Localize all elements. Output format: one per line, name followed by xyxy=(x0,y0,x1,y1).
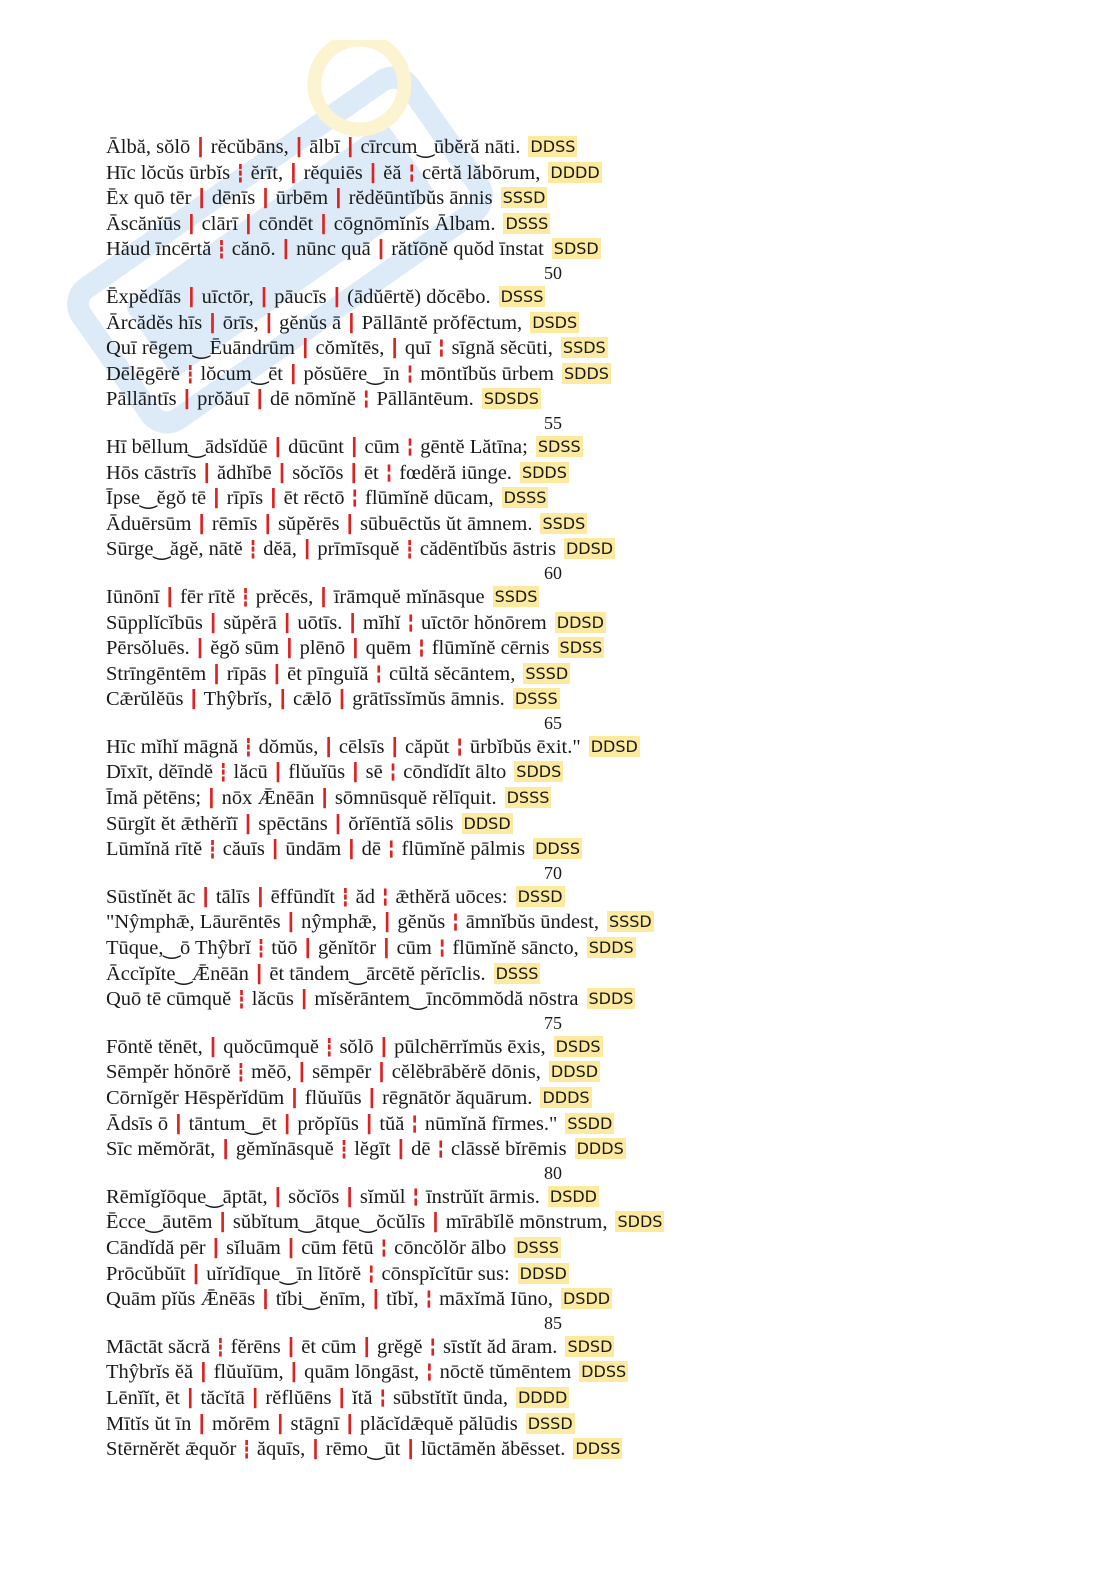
verse-text: Hōs cāstrīs ┃ ădhĭbē ┃ sŏcĭōs ┃ ēt ╏ fœdĕră iūnge. xyxy=(106,461,512,484)
verse-text: Hīc lŏcŭs ūrbĭs ┇ ĕrīt, ┃ rĕquiēs ┃ ĕă ╏ cērtă lăbōrum, xyxy=(106,161,541,184)
scansion-badge: DSSS xyxy=(503,488,547,508)
scansion-badge: DSSS xyxy=(505,213,549,233)
scansion-badge: DDSD xyxy=(463,813,511,833)
verse-line xyxy=(106,686,1006,712)
verse-line xyxy=(106,759,1006,785)
verse-text: Cōrnĭgĕr Hēspĕrĭdūm ┃ flŭuĭūs ┃ rēgnātŏr ăquārum. xyxy=(106,1087,533,1109)
scansion-badge: SDSD xyxy=(567,1336,613,1356)
scansion-badge: DDSD xyxy=(590,736,638,756)
verse-line xyxy=(106,961,1006,987)
verse-text: Stērnĕrĕt ǣquŏr ┇ ăquīs, ┃ rēmo‿ūt ┃ lūctāmĕn ăbēsset. xyxy=(106,1438,566,1461)
verse-line xyxy=(106,610,1006,636)
scansion-badge: SDDS xyxy=(588,938,634,958)
verse-text: Sīc mĕmŏrāt, ┃ gĕmĭnāsquĕ ┇ lĕgīt ┃ dē ╏ clāssĕ bĭrēmis xyxy=(106,1138,567,1161)
scansion-badge: DSSS xyxy=(495,963,539,983)
verse-text: Ālbă, sŏlō ┃ rĕcŭbāns, ┃ ālbī ┃ cīrcum‿ūbĕră nāti. xyxy=(106,136,521,158)
scansion-badge: SSDS xyxy=(494,586,538,606)
verse-line xyxy=(106,811,1006,837)
verse-line xyxy=(106,635,1006,661)
scansion-badge: DSSD xyxy=(527,1413,573,1433)
scansion-badge: DSDD xyxy=(562,1289,611,1309)
verse-line xyxy=(106,1334,1006,1360)
scansion-badge: DSDS xyxy=(532,312,578,332)
verse-line xyxy=(106,434,1006,460)
verse-text: Fōntĕ tĕnēt, ┃ quŏcūmquĕ ┇ sŏlō ┃ pūlchērrĭmŭs ēxis, xyxy=(106,1035,546,1058)
verse-text: Cǣrŭlĕūs ┃ Thŷbrĭs, ┃ cǣlō ┃ grātīssĭmŭs āmnis. xyxy=(106,688,505,711)
verse-line xyxy=(106,1085,1006,1111)
verse-line xyxy=(106,1261,1006,1287)
verse-line xyxy=(106,460,1006,486)
verse-line xyxy=(106,1136,1006,1162)
verse-text: Sūpplĭcĭbūs ┃ sŭpĕrā ┃ uōtīs. ┃ mĭhĭ ╏ uīctōr hŏnōrem xyxy=(106,611,547,634)
verse-line xyxy=(106,836,1006,862)
scansion-badge: DSSS xyxy=(506,788,550,808)
scansion-badge: SDDS xyxy=(617,1212,663,1232)
verse-text: Sēmpĕr hŏnōrĕ ┇ mĕō, ┃ sēmpēr ┃ cĕlĕbrābĕrĕ dōnis, xyxy=(106,1061,541,1084)
scansion-badge: SSSD xyxy=(502,188,546,208)
verse-line xyxy=(106,1286,1006,1312)
scansion-badge: DDDS xyxy=(542,1088,590,1107)
verse-list xyxy=(106,134,1006,1462)
verse-text: Prōcŭbŭīt ┃ uĭrĭdīque‿īn lītŏrĕ ╏ cōnspĭcĭtūr sus: xyxy=(106,1262,510,1285)
verse-line xyxy=(106,909,1006,935)
scansion-badge: SDSD xyxy=(553,239,599,259)
scansion-badge: DSSS xyxy=(500,286,544,306)
verse-line xyxy=(106,1436,1006,1462)
verse-line xyxy=(106,284,1006,310)
verse-line xyxy=(106,134,1006,160)
verse-line xyxy=(106,361,1006,387)
line-number: 65 xyxy=(544,712,562,733)
verse-text: Āduērsūm ┃ rēmīs ┃ sŭpĕrēs ┃ sūbuēctŭs ŭt āmnem. xyxy=(106,512,533,535)
verse-line xyxy=(106,386,1006,412)
verse-text: Dīxīt, dĕīndĕ ┇ lăcū ┃ flŭuĭūs ┃ sē ╏ cōndĭdĭt ālto xyxy=(106,761,507,784)
verse-text: Īmă pĕtēns; ┃ nōx Ǣnēān ┃ sōmnūsquĕ rĕlīquit. xyxy=(106,787,497,810)
verse-line xyxy=(106,1111,1006,1137)
verse-text: Strīngēntēm ┃ rīpās ┃ ēt pīnguĭă ╏ cūltă sĕcāntem, xyxy=(106,662,516,685)
verse-line xyxy=(106,1385,1006,1411)
verse-line xyxy=(106,785,1006,811)
verse-line xyxy=(106,1359,1006,1385)
verse-text: Sūrge‿ăgĕ, nātĕ ┇ dĕā, ┃ prīmīsquĕ ┇ cădēntĭbŭs āstris xyxy=(106,538,556,561)
verse-line xyxy=(106,485,1006,511)
line-number: 55 xyxy=(544,412,562,433)
verse-text: Āccĭpĭte‿Ǣnēān ┃ ēt tāndem‿ārcētĕ pĕrīclis. xyxy=(106,962,486,985)
scansion-badge: DSSS xyxy=(514,689,558,709)
verse-text: Sūstĭnĕt āc ┃ tālīs ┃ ēffūndĭt ┇ ăd ╏ ǣthĕră uōces: xyxy=(106,885,508,908)
verse-line xyxy=(106,511,1006,537)
verse-text: Ēxpĕdĭās ┃ uīctōr, ┃ pāucīs ┃ (ādŭērtĕ) dŏcēbo. xyxy=(106,285,491,308)
verse-line xyxy=(106,661,1006,687)
verse-text: Pāllāntīs ┃ prŏăuī ┃ dē nōmĭnĕ ╏ Pāllāntēum. xyxy=(106,388,474,411)
scansion-badge: SDDS xyxy=(516,762,562,782)
scansion-badge: DDSS xyxy=(530,137,576,156)
verse-line xyxy=(106,536,1006,562)
verse-text: Quī rēgem‿Ēuāndrūm ┃ cŏmĭtēs, ┃ quī ╏ sīgnă sĕcūti, xyxy=(106,337,553,360)
line-number: 70 xyxy=(544,862,562,883)
verse-line xyxy=(106,1184,1006,1210)
verse-text: Lūmĭnă rītĕ ┇ căuīs ┃ ūndām ┃ dē ╏ flūmĭnĕ pālmis xyxy=(106,838,526,861)
verse-line xyxy=(106,1235,1006,1261)
verse-text: Tūque,‿ō Thŷbrĭ ┇ tŭō ┃ gĕnĭtōr ┃ cūm ╏ flūmĭnĕ sāncto, xyxy=(106,937,579,960)
verse-text: Āscănĭūs ┃ clārī ┃ cōndēt ┃ cōgnōmĭnĭs Ālbam. xyxy=(106,212,496,235)
scansion-badge: SSDS xyxy=(562,338,606,358)
verse-line xyxy=(106,211,1006,237)
line-number: 85 xyxy=(544,1312,562,1333)
verse-line xyxy=(106,185,1006,211)
verse-line xyxy=(106,335,1006,361)
verse-line xyxy=(106,310,1006,336)
scansion-badge: SSDS xyxy=(542,513,586,533)
scansion-badge: DSDD xyxy=(549,1186,597,1206)
verse-line xyxy=(106,884,1006,910)
scansion-badge: DSDS xyxy=(555,1036,601,1056)
scansion-badge: SDSDS xyxy=(483,389,539,409)
verse-text: Iūnōnī ┃ fēr rītĕ ┇ prĕcēs, ┃ īrāmquĕ mĭnāsque xyxy=(106,585,485,608)
scansion-badge: SDSS xyxy=(559,638,603,658)
verse-text: Cāndĭdă pēr ┃ sĭluām ┃ cūm fētū ╏ cōncŏlŏr ālbo xyxy=(106,1236,507,1259)
verse-text: Hī bēllum‿ādsĭdŭē ┃ dūcūnt ┃ cūm ╏ gēntĕ Lătīna; xyxy=(106,435,528,458)
verse-text: Sūrgĭt ĕt ǣthĕrĭī ┃ spēctāns ┃ ŏrĭēntĭă sōlis xyxy=(106,812,454,835)
verse-text: Ārcădĕs hīs ┃ ōrīs, ┃ gĕnŭs ā ┃ Pāllāntĕ prŏfēctum, xyxy=(106,311,523,334)
scansion-badge: SSSD xyxy=(608,912,652,932)
verse-text: Quām pĭŭs Ǣnēās ┃ tĭbi‿ĕnīm, ┃ tĭbĭ, ╏ māxĭmă Iūno, xyxy=(106,1288,553,1311)
verse-text: "Nŷmphǣ, Lāurēntēs ┃ nŷmphǣ, ┃ gĕnŭs ╏ āmnĭbŭs ūndest, xyxy=(106,911,599,934)
verse-text: Īpse‿ĕgŏ tē ┃ rīpīs ┃ ēt rēctō ╏ flūmĭnĕ dūcam, xyxy=(106,487,494,510)
verse-line xyxy=(106,734,1006,760)
scansion-badge: SSSD xyxy=(525,663,569,683)
line-number: 60 xyxy=(544,562,562,583)
scansion-badge: DDSD xyxy=(556,612,604,632)
verse-line xyxy=(106,236,1006,262)
scansion-badge: DDDS xyxy=(576,1139,624,1159)
verse-text: Lēnĭĭt, ēt ┃ tăcĭtā ┃ rĕflŭēns ┃ ĭtă ╏ sūbstĭtĭt ūnda, xyxy=(106,1386,508,1409)
line-number: 75 xyxy=(544,1012,562,1033)
verse-text: Ēcce‿āutēm ┃ sŭbĭtum‿ātque‿ŏcŭlīs ┃ mīrābĭlĕ mōnstrum, xyxy=(106,1211,608,1234)
verse-line xyxy=(106,1411,1006,1437)
verse-text: Pērsŏluēs. ┃ ĕgŏ sūm ┃ plēnō ┃ quēm ╏ flūmĭnĕ cērnis xyxy=(106,637,550,660)
verse-text: Quō tē cūmquĕ ┇ lăcūs ┃ mĭsĕrāntem‿īncōmmŏdă nōstra xyxy=(106,988,579,1011)
scansion-badge: SDDS xyxy=(521,462,567,482)
verse-text: Ēx quō tēr ┃ dēnīs ┃ ūrbēm ┃ rĕdĕūntĭbŭs ānnis xyxy=(106,187,493,210)
verse-text: Mītĭs ŭt īn ┃ mŏrēm ┃ stāgnī ┃ plăcĭdǣquĕ pălūdis xyxy=(106,1412,518,1435)
scansion-badge: SSDD xyxy=(567,1113,613,1133)
verse-line xyxy=(106,1209,1006,1235)
verse-text: Māctāt săcră ┇ fĕrēns ┃ ēt cūm ┃ grĕgĕ ╏ sīstĭt ăd āram. xyxy=(106,1335,558,1358)
line-number: 50 xyxy=(544,262,562,283)
verse-line xyxy=(106,935,1006,961)
scansion-badge: DDSS xyxy=(535,839,581,859)
scansion-badge: DDDD xyxy=(550,162,600,182)
scansion-badge: DDSS xyxy=(581,1362,627,1382)
verse-line xyxy=(106,584,1006,610)
verse-line xyxy=(106,160,1006,186)
scansion-badge: DDDD xyxy=(517,1387,568,1407)
verse-text: Dēlēgērĕ ┇ lŏcum‿ēt ┃ pŏsŭēre‿īn ╏ mōntĭbŭs ūrbem xyxy=(106,362,554,385)
verse-text: Thŷbrĭs ĕă ┃ flŭuĭūm, ┃ quām lōngāst, ╏ nōctĕ tŭmēntem xyxy=(106,1361,572,1384)
verse-line xyxy=(106,1059,1006,1085)
scansion-badge: DDSD xyxy=(519,1263,567,1283)
line-number: 80 xyxy=(544,1162,562,1183)
scansion-badge: SDDS xyxy=(588,989,634,1009)
scansion-badge: DSSS xyxy=(516,1237,560,1257)
scansion-badge: DDSS xyxy=(575,1439,621,1459)
verse-text: Ādsīs ō ┃ tāntum‿ēt ┃ prŏpĭūs ┃ tŭă ╏ nūmĭnă fīrmes." xyxy=(106,1112,558,1135)
scansion-badge: SDDS xyxy=(564,363,609,383)
scansion-badge: SDSS xyxy=(537,436,581,456)
verse-text: Rēmĭgĭōque‿āptāt, ┃ sŏcĭōs ┃ sĭmŭl ╏ īnstrŭĭt ārmis. xyxy=(106,1185,540,1208)
scansion-badge: DDSD xyxy=(565,539,614,559)
verse-line xyxy=(106,1034,1006,1060)
scansion-badge: DDSD xyxy=(550,1062,599,1082)
scansion-badge: DSSD xyxy=(517,886,563,906)
verse-text: Hīc mĭhĭ māgnă ┇ dŏmŭs, ┃ cēlsīs ┃ căpŭt ╏ ūrbĭbŭs ēxit." xyxy=(106,735,581,758)
verse-line xyxy=(106,986,1006,1012)
verse-text: Hăud īncērtă ┇ cănō. ┃ nūnc quā ┃ rătĭōnĕ quŏd īnstat xyxy=(106,238,544,261)
